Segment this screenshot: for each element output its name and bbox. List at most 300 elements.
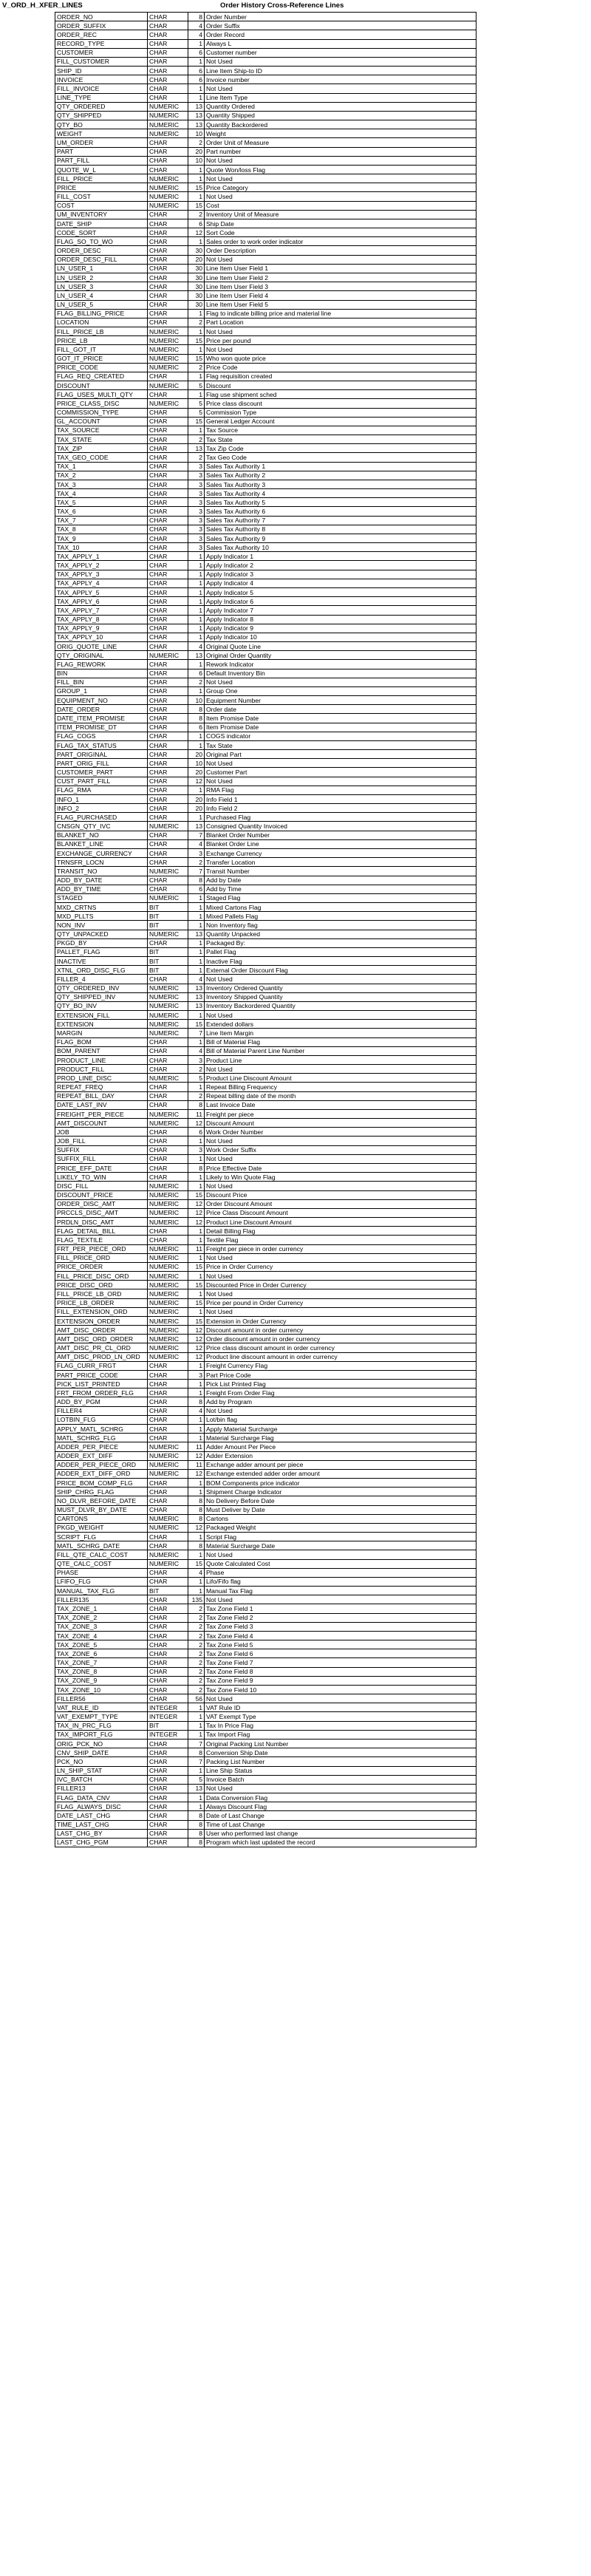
table-row — [55, 1083, 476, 1091]
field-description-cell: Apply Indicator 10 — [205, 633, 476, 641]
table-row — [55, 318, 476, 327]
field-length-cell: 1 — [188, 1479, 205, 1488]
table-row — [55, 138, 476, 147]
field-length-cell: 1 — [188, 426, 205, 435]
field-length-cell: 10 — [188, 156, 205, 165]
data-type-cell: NUMERIC — [148, 1244, 188, 1253]
field-description-cell: Quantity Shipped — [205, 111, 476, 120]
field-length-cell: 15 — [188, 417, 205, 426]
table-row — [55, 1326, 476, 1335]
field-description-cell: Original Order Quantity — [205, 651, 476, 660]
field-name-cell: QTY_BO_INV — [55, 1001, 148, 1010]
data-type-cell: CHAR — [148, 660, 188, 669]
table-row — [55, 921, 476, 930]
data-type-cell: NUMERIC — [148, 1262, 188, 1271]
field-name-cell: FILL_PRICE_ORD — [55, 1253, 148, 1262]
field-length-cell: 1 — [188, 893, 205, 902]
field-length-cell: 1 — [188, 237, 205, 246]
field-length-cell: 15 — [188, 1281, 205, 1289]
table-row — [55, 1613, 476, 1622]
field-description-cell: Equipment Number — [205, 696, 476, 705]
field-length-cell: 4 — [188, 642, 205, 651]
field-length-cell: 12 — [188, 1335, 205, 1343]
field-description-cell: Freight From Order Flag — [205, 1388, 476, 1397]
field-description-cell: Tax Zone Field 6 — [205, 1649, 476, 1658]
data-type-cell: CHAR — [148, 408, 188, 417]
field-length-cell: 12 — [188, 777, 205, 786]
field-description-cell: Date of Last Change — [205, 1811, 476, 1820]
data-type-cell: CHAR — [148, 885, 188, 893]
field-name-cell: TAX_IN_PRC_FLG — [55, 1721, 148, 1730]
table-row — [55, 1757, 476, 1766]
data-type-cell: CHAR — [148, 237, 188, 246]
field-name-cell: TAX_APPLY_10 — [55, 633, 148, 641]
field-description-cell: Data Conversion Flag — [205, 1793, 476, 1802]
data-type-cell: CHAR — [148, 759, 188, 768]
field-description-cell: Order Suffix — [205, 21, 476, 30]
field-description-cell: VAT Exempt Type — [205, 1712, 476, 1721]
field-length-cell: 1 — [188, 813, 205, 822]
field-length-cell: 1 — [188, 615, 205, 624]
field-description-cell: Discount — [205, 381, 476, 390]
field-description-cell: Customer Part — [205, 768, 476, 777]
field-description-cell: Material Surcharge Flag — [205, 1434, 476, 1442]
field-length-cell: 1 — [188, 1424, 205, 1433]
field-length-cell: 1 — [188, 165, 205, 174]
field-description-cell: Sales Tax Authority 9 — [205, 534, 476, 542]
field-name-cell: FILL_EXTENSION_ORD — [55, 1307, 148, 1316]
data-type-cell: CHAR — [148, 597, 188, 606]
field-name-cell: AMT_DISC_ORD_ORDER — [55, 1335, 148, 1343]
field-length-cell: 2 — [188, 1622, 205, 1631]
data-type-cell: BIT — [148, 1587, 188, 1595]
field-name-cell: FRT_PER_PIECE_ORD — [55, 1244, 148, 1253]
data-type-cell: CHAR — [148, 255, 188, 264]
field-name-cell: TAX_ZONE_2 — [55, 1613, 148, 1622]
field-description-cell: Exchange extended adder order amount — [205, 1469, 476, 1478]
data-type-cell: CHAR — [148, 1740, 188, 1748]
data-type-cell: CHAR — [148, 1496, 188, 1505]
data-type-cell: CHAR — [148, 1676, 188, 1685]
field-description-cell: Not Used — [205, 156, 476, 165]
field-length-cell: 2 — [188, 1631, 205, 1640]
data-type-cell: CHAR — [148, 606, 188, 615]
table-row — [55, 174, 476, 183]
data-type-cell: BIT — [148, 957, 188, 966]
field-length-cell: 2 — [188, 1667, 205, 1676]
table-row — [55, 1307, 476, 1316]
table-row — [55, 534, 476, 542]
table-row — [55, 1694, 476, 1703]
data-type-cell: CHAR — [148, 561, 188, 570]
field-description-cell: Commission Type — [205, 408, 476, 417]
data-type-cell: CHAR — [148, 579, 188, 587]
field-description-cell: Program which last updated the record — [205, 1838, 476, 1847]
data-type-cell: NUMERIC — [148, 1011, 188, 1020]
field-name-cell: SHIP_CHRG_FLAG — [55, 1488, 148, 1496]
field-description-cell: Mixed Cartons Flag — [205, 903, 476, 912]
field-name-cell: TAX_ZONE_8 — [55, 1667, 148, 1676]
field-description-cell: Not Used — [205, 192, 476, 201]
data-type-cell: CHAR — [148, 1434, 188, 1442]
field-name-cell: BLANKET_NO — [55, 831, 148, 839]
data-type-cell: CHAR — [148, 525, 188, 534]
table-row — [55, 660, 476, 669]
field-length-cell: 1 — [188, 966, 205, 975]
field-length-cell: 8 — [188, 1820, 205, 1829]
field-description-cell: Packing List Number — [205, 1757, 476, 1766]
field-name-cell: CUST_PART_FILL — [55, 777, 148, 786]
field-name-cell: UM_ORDER — [55, 138, 148, 147]
field-description-cell: Purchased Flag — [205, 813, 476, 822]
field-name-cell: EXTENSION_ORDER — [55, 1316, 148, 1325]
data-type-cell: CHAR — [148, 1604, 188, 1613]
table-row — [55, 570, 476, 579]
field-length-cell: 2 — [188, 1640, 205, 1649]
table-row — [55, 516, 476, 525]
field-length-cell: 6 — [188, 669, 205, 678]
table-row — [55, 1784, 476, 1793]
data-type-cell: CHAR — [148, 669, 188, 678]
field-description-cell: Line Ship Status — [205, 1766, 476, 1775]
data-type-cell: CHAR — [148, 1236, 188, 1244]
field-name-cell: PRODUCT_LINE — [55, 1055, 148, 1064]
data-type-cell: BIT — [148, 947, 188, 956]
field-name-cell: TAX_4 — [55, 489, 148, 498]
table-row — [55, 1272, 476, 1281]
data-type-cell: CHAR — [148, 435, 188, 444]
field-name-cell: PART_PRICE_CODE — [55, 1370, 148, 1379]
table-row — [55, 1164, 476, 1173]
table-row — [55, 1074, 476, 1083]
table-row — [55, 1415, 476, 1424]
field-name-cell: PRDLN_DISC_AMT — [55, 1218, 148, 1227]
data-type-cell: NUMERIC — [148, 984, 188, 992]
data-type-cell: CHAR — [148, 1065, 188, 1074]
field-length-cell: 7 — [188, 1740, 205, 1748]
field-description-cell: Quote Won/loss Flag — [205, 165, 476, 174]
field-name-cell: QTE_CALC_COST — [55, 1559, 148, 1568]
field-name-cell: LN_USER_5 — [55, 300, 148, 309]
table-row — [55, 300, 476, 309]
data-type-cell: CHAR — [148, 426, 188, 435]
field-length-cell: 1 — [188, 1182, 205, 1190]
field-name-cell: PCK_NO — [55, 1757, 148, 1766]
field-name-cell: FLAG_PURCHASED — [55, 813, 148, 822]
field-description-cell: Line Item User Field 2 — [205, 273, 476, 282]
field-description-cell: Product Line — [205, 1055, 476, 1064]
field-name-cell: LIKELY_TO_WIN — [55, 1173, 148, 1182]
field-name-cell: PALLET_FLAG — [55, 947, 148, 956]
field-length-cell: 13 — [188, 111, 205, 120]
data-type-cell: CHAR — [148, 570, 188, 579]
field-name-cell: PROD_LINE_DISC — [55, 1074, 148, 1083]
field-description-cell: Not Used — [205, 975, 476, 984]
field-name-cell: PRICE_CODE — [55, 363, 148, 372]
table-row — [55, 48, 476, 57]
field-description-cell: Tax In Price Flag — [205, 1721, 476, 1730]
field-name-cell: ORDER_DESC — [55, 246, 148, 255]
field-name-cell: FILL_PRICE — [55, 174, 148, 183]
field-description-cell: Original Packing List Number — [205, 1740, 476, 1748]
field-length-cell: 1 — [188, 1802, 205, 1811]
field-length-cell: 1 — [188, 1415, 205, 1424]
field-description-cell: Weight — [205, 129, 476, 138]
table-row — [55, 893, 476, 902]
field-name-cell: ADDER_PER_PIECE_ORD — [55, 1460, 148, 1469]
data-type-cell: NUMERIC — [148, 1316, 188, 1325]
table-row — [55, 111, 476, 120]
field-description-cell: Ship Date — [205, 219, 476, 228]
field-description-cell: Discounted Price in Order Currency — [205, 1281, 476, 1289]
table-row — [55, 210, 476, 219]
field-description-cell: Line Item Ship-to ID — [205, 67, 476, 75]
field-description-cell: Quantity Backordered — [205, 120, 476, 129]
field-description-cell: Exchange adder amount per piece — [205, 1460, 476, 1469]
field-description-cell: Part number — [205, 147, 476, 156]
table-row — [55, 822, 476, 831]
data-type-cell: NUMERIC — [148, 1559, 188, 1568]
table-row — [55, 642, 476, 651]
table-row — [55, 1631, 476, 1640]
field-name-cell: COST — [55, 201, 148, 210]
field-length-cell: 3 — [188, 848, 205, 857]
data-type-cell: CHAR — [148, 165, 188, 174]
field-name-cell: SUFFIX — [55, 1145, 148, 1154]
field-description-cell: Exchange Currency — [205, 848, 476, 857]
field-name-cell: FILL_PRICE_LB_ORD — [55, 1289, 148, 1298]
data-type-cell: CHAR — [148, 768, 188, 777]
data-type-cell: CHAR — [148, 507, 188, 516]
field-description-cell: Pick List Printed Flag — [205, 1380, 476, 1388]
field-description-cell: Price per pound in Order Currency — [205, 1298, 476, 1307]
field-length-cell: 1 — [188, 1712, 205, 1721]
table-row — [55, 1442, 476, 1451]
table-row — [55, 129, 476, 138]
field-name-cell: LN_USER_1 — [55, 264, 148, 273]
data-type-cell: CHAR — [148, 39, 188, 48]
field-description-cell: Line Item User Field 4 — [205, 291, 476, 300]
data-type-cell: CHAR — [148, 1667, 188, 1676]
field-name-cell: TAX_ZONE_5 — [55, 1640, 148, 1649]
field-length-cell: 3 — [188, 480, 205, 488]
field-length-cell: 5 — [188, 408, 205, 417]
field-length-cell: 1 — [188, 327, 205, 336]
field-name-cell: TAX_9 — [55, 534, 148, 542]
field-length-cell: 2 — [188, 858, 205, 867]
field-length-cell: 8 — [188, 1811, 205, 1820]
field-description-cell: VAT Rule ID — [205, 1703, 476, 1712]
table-row — [55, 471, 476, 480]
field-length-cell: 12 — [188, 228, 205, 237]
data-type-cell: CHAR — [148, 1811, 188, 1820]
field-length-cell: 20 — [188, 147, 205, 156]
field-name-cell: UM_INVENTORY — [55, 210, 148, 219]
field-name-cell: STAGED — [55, 893, 148, 902]
field-length-cell: 8 — [188, 1541, 205, 1550]
table-row — [55, 1488, 476, 1496]
field-length-cell: 5 — [188, 381, 205, 390]
field-description-cell: Rework Indicator — [205, 660, 476, 669]
data-type-cell: CHAR — [148, 839, 188, 848]
table-row — [55, 183, 476, 192]
field-name-cell: PRICE_CLASS_DISC — [55, 399, 148, 408]
data-type-cell: CHAR — [148, 1083, 188, 1091]
table-row — [55, 1568, 476, 1577]
data-type-cell: CHAR — [148, 30, 188, 39]
field-length-cell: 13 — [188, 930, 205, 938]
field-name-cell: BIN — [55, 669, 148, 678]
field-length-cell: 1 — [188, 1307, 205, 1316]
field-length-cell: 30 — [188, 273, 205, 282]
field-name-cell: LN_USER_2 — [55, 273, 148, 282]
field-description-cell: Not Used — [205, 1065, 476, 1074]
table-row — [55, 740, 476, 749]
field-name-cell: BLANKET_LINE — [55, 839, 148, 848]
field-description-cell: Apply Indicator 8 — [205, 615, 476, 624]
field-description-cell: Original Part — [205, 750, 476, 759]
data-type-cell: CHAR — [148, 1533, 188, 1541]
field-description-cell: Flag use shipment sched — [205, 390, 476, 399]
field-name-cell: TAX_ZONE_4 — [55, 1631, 148, 1640]
field-name-cell: FILL_BIN — [55, 678, 148, 686]
field-name-cell: PART_ORIGINAL — [55, 750, 148, 759]
table-row — [55, 885, 476, 893]
field-description-cell: Lot/bin flag — [205, 1415, 476, 1424]
field-length-cell: 30 — [188, 282, 205, 291]
data-type-cell: CHAR — [148, 1361, 188, 1370]
field-description-cell: Inventory Shipped Quantity — [205, 992, 476, 1001]
field-length-cell: 3 — [188, 507, 205, 516]
field-length-cell: 1 — [188, 1766, 205, 1775]
table-row — [55, 903, 476, 912]
field-description-cell: COGS indicator — [205, 732, 476, 740]
data-type-cell: CHAR — [148, 750, 188, 759]
table-row — [55, 1145, 476, 1154]
field-description-cell: Not Used — [205, 1272, 476, 1281]
field-length-cell: 7 — [188, 1757, 205, 1766]
field-length-cell: 1 — [188, 1550, 205, 1559]
data-type-cell: NUMERIC — [148, 1253, 188, 1262]
field-length-cell: 1 — [188, 1434, 205, 1442]
data-type-cell: CHAR — [148, 309, 188, 318]
field-name-cell: DISCOUNT_PRICE — [55, 1190, 148, 1199]
field-description-cell: Add by Program — [205, 1397, 476, 1406]
field-description-cell: Item Promise Date — [205, 714, 476, 723]
data-type-cell: CHAR — [148, 705, 188, 714]
field-length-cell: 8 — [188, 1505, 205, 1514]
table-row — [55, 291, 476, 300]
field-length-cell: 8 — [188, 1496, 205, 1505]
table-row — [55, 1703, 476, 1712]
field-description-cell: Likely to Win Quote Flag — [205, 1173, 476, 1182]
field-length-cell: 1 — [188, 740, 205, 749]
table-row — [55, 21, 476, 30]
field-description-cell: Not Used — [205, 1253, 476, 1262]
data-type-cell: NUMERIC — [148, 345, 188, 354]
field-description-cell: Sales Tax Authority 7 — [205, 516, 476, 525]
field-description-cell: Not Used — [205, 1011, 476, 1020]
data-type-cell: NUMERIC — [148, 1190, 188, 1199]
field-description-cell: Freight per piece — [205, 1109, 476, 1118]
data-type-cell: CHAR — [148, 300, 188, 309]
data-type-cell: CHAR — [148, 1505, 188, 1514]
data-type-cell: CHAR — [148, 723, 188, 732]
table-row — [55, 561, 476, 570]
field-description-cell: Inventory Unit of Measure — [205, 210, 476, 219]
data-type-cell: CHAR — [148, 534, 188, 542]
table-row — [55, 1533, 476, 1541]
field-length-cell: 12 — [188, 1469, 205, 1478]
field-name-cell: AMT_DISCOUNT — [55, 1119, 148, 1128]
data-type-cell: CHAR — [148, 462, 188, 471]
field-length-cell: 2 — [188, 363, 205, 372]
data-type-cell: CHAR — [148, 1658, 188, 1667]
field-name-cell: FILL_CUSTOMER — [55, 57, 148, 66]
table-row — [55, 39, 476, 48]
field-name-cell: TAX_8 — [55, 525, 148, 534]
data-type-cell: NUMERIC — [148, 1218, 188, 1227]
field-length-cell: 1 — [188, 1703, 205, 1712]
field-name-cell: QTY_SHIPPED — [55, 111, 148, 120]
data-type-cell: CHAR — [148, 13, 188, 21]
data-type-cell: CHAR — [148, 444, 188, 453]
table-row — [55, 1559, 476, 1568]
field-name-cell: LOCATION — [55, 318, 148, 327]
table-row — [55, 1380, 476, 1388]
field-length-cell: 5 — [188, 1074, 205, 1083]
data-type-cell: CHAR — [148, 1784, 188, 1793]
table-row — [55, 1740, 476, 1748]
field-name-cell: ADD_BY_TIME — [55, 885, 148, 893]
table-row — [55, 1190, 476, 1199]
field-description-cell: Detail Billing Flag — [205, 1227, 476, 1236]
field-description-cell: Sales Tax Authority 10 — [205, 543, 476, 552]
field-name-cell: CODE_SORT — [55, 228, 148, 237]
table-row — [55, 957, 476, 966]
table-row — [55, 1109, 476, 1118]
field-description-cell: Last Invoice Date — [205, 1100, 476, 1109]
field-length-cell: 2 — [188, 318, 205, 327]
field-name-cell: PRICE_DISC_ORD — [55, 1281, 148, 1289]
table-row — [55, 615, 476, 624]
field-name-cell: FLAG_REWORK — [55, 660, 148, 669]
field-description-cell: General Ledger Account — [205, 417, 476, 426]
field-length-cell: 3 — [188, 1145, 205, 1154]
field-description-cell: Not Used — [205, 678, 476, 686]
data-type-cell: NUMERIC — [148, 1550, 188, 1559]
field-description-cell: Not Used — [205, 1182, 476, 1190]
field-description-cell: Textile Flag — [205, 1236, 476, 1244]
field-description-cell: Time of Last Change — [205, 1820, 476, 1829]
field-length-cell: 7 — [188, 867, 205, 876]
field-description-cell: Freight Currency Flag — [205, 1361, 476, 1370]
field-description-cell: Price Category — [205, 183, 476, 192]
field-name-cell: BOM_PARENT — [55, 1046, 148, 1055]
table-row — [55, 156, 476, 165]
field-description-cell: Mixed Pallets Flag — [205, 912, 476, 921]
data-type-cell: CHAR — [148, 794, 188, 803]
table-row — [55, 1335, 476, 1343]
data-type-cell: CHAR — [148, 1595, 188, 1604]
field-name-cell: JOB — [55, 1128, 148, 1137]
data-type-cell: CHAR — [148, 1055, 188, 1064]
field-description-cell: Not Used — [205, 174, 476, 183]
field-name-cell: FLAG_REQ_CREATED — [55, 372, 148, 381]
table-row — [55, 696, 476, 705]
field-description-cell: Sales Tax Authority 2 — [205, 471, 476, 480]
field-description-cell: Sales order to work order indicator — [205, 237, 476, 246]
